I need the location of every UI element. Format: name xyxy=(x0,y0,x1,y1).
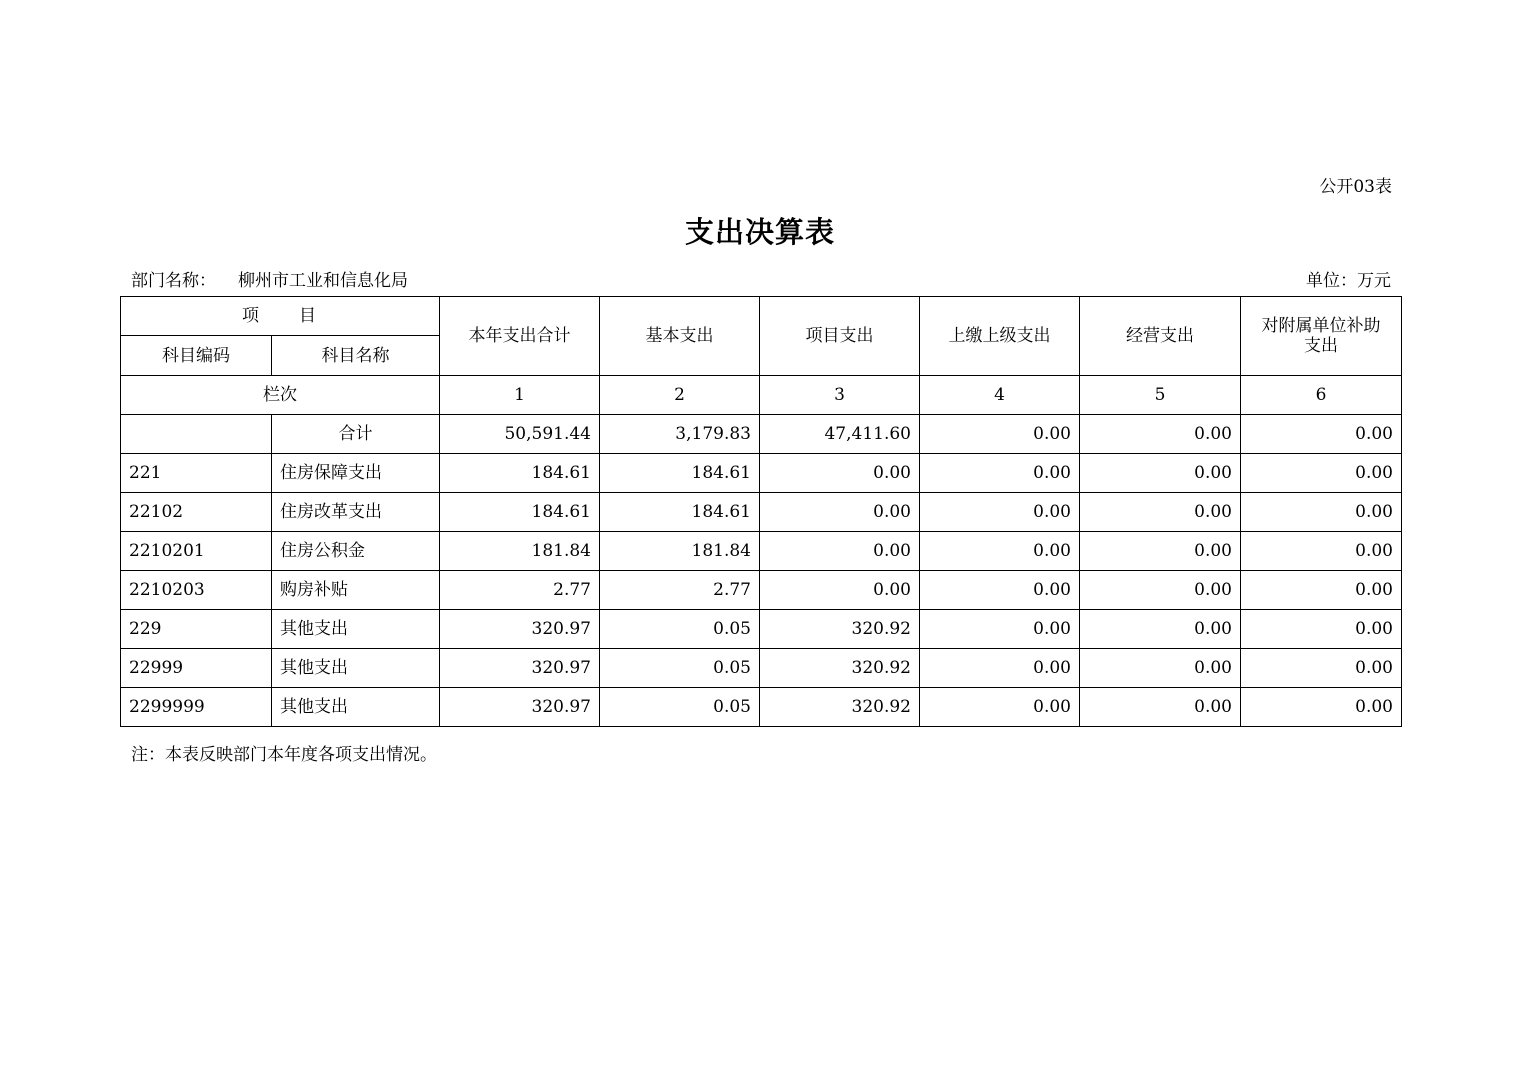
amount-cell: 0.00 xyxy=(920,688,1080,727)
col-header-subsidy-line2: 支出 xyxy=(1304,336,1338,356)
col-header-subsidy xyxy=(1241,297,1402,376)
project-group-header: 项 目 xyxy=(121,297,440,336)
col-header-name: 科目名称 xyxy=(272,336,440,376)
col-header-remit: 上缴上级支出 xyxy=(920,297,1080,376)
amount-cell: 0.00 xyxy=(1080,571,1241,610)
amount-cell: 0.00 xyxy=(1241,532,1402,571)
amount-cell: 320.97 xyxy=(440,649,600,688)
amount-cell: 0.00 xyxy=(1241,610,1402,649)
amount-cell: 320.97 xyxy=(440,610,600,649)
col-header-subsidy-line1: 对附属单位补助 xyxy=(1261,316,1381,336)
amount-cell: 0.00 xyxy=(760,493,920,532)
subject-name: 住房改革支出 xyxy=(272,493,440,532)
amount-cell: 181.84 xyxy=(600,532,760,571)
col-header-total: 本年支出合计 xyxy=(440,297,600,376)
col-header-project: 项目支出 xyxy=(760,297,920,376)
amount-cell: 0.00 xyxy=(1241,571,1402,610)
subject-name: 住房公积金 xyxy=(272,532,440,571)
subject-code: 2210203 xyxy=(121,571,272,610)
amount-cell: 184.61 xyxy=(600,454,760,493)
department-label: 部门名称： xyxy=(131,271,216,291)
amount-cell: 184.61 xyxy=(440,454,600,493)
total-row xyxy=(121,415,1402,454)
amount-cell: 0.00 xyxy=(760,532,920,571)
subject-code: 2299999 xyxy=(121,688,272,727)
subject-code: 22999 xyxy=(121,649,272,688)
amount-cell: 0.00 xyxy=(1241,649,1402,688)
table-row xyxy=(121,688,1402,727)
subject-name: 购房补贴 xyxy=(272,571,440,610)
department-name: 柳州市工业和信息化局 xyxy=(238,271,408,291)
amount-cell: 0.00 xyxy=(1080,688,1241,727)
index-label: 栏次 xyxy=(121,376,440,415)
total-value: 0.00 xyxy=(920,415,1080,454)
table-row xyxy=(121,493,1402,532)
page-title: 支出决算表 xyxy=(684,215,835,249)
amount-cell: 0.00 xyxy=(1241,493,1402,532)
amount-cell: 0.00 xyxy=(920,610,1080,649)
expense-table xyxy=(120,296,1402,727)
col-header-basic: 基本支出 xyxy=(600,297,760,376)
amount-cell: 0.00 xyxy=(920,571,1080,610)
amount-cell: 320.97 xyxy=(440,688,600,727)
unit-label: 单位：万元 xyxy=(1306,271,1391,291)
table-row xyxy=(121,454,1402,493)
subject-code: 221 xyxy=(121,454,272,493)
amount-cell: 0.00 xyxy=(1241,454,1402,493)
col-header-code: 科目编码 xyxy=(121,336,272,376)
amount-cell: 320.92 xyxy=(760,610,920,649)
amount-cell: 0.00 xyxy=(1080,454,1241,493)
table-row xyxy=(121,649,1402,688)
amount-cell: 2.77 xyxy=(440,571,600,610)
amount-cell: 0.00 xyxy=(1080,610,1241,649)
amount-cell: 184.61 xyxy=(600,493,760,532)
subject-name: 住房保障支出 xyxy=(272,454,440,493)
table-row xyxy=(121,532,1402,571)
amount-cell: 0.00 xyxy=(760,571,920,610)
footnote: 注：本表反映部门本年度各项支出情况。 xyxy=(131,745,437,765)
index-cell: 6 xyxy=(1241,376,1402,415)
amount-cell: 0.05 xyxy=(600,610,760,649)
header-row-top xyxy=(121,297,1402,336)
subject-name: 其他支出 xyxy=(272,688,440,727)
amount-cell: 0.00 xyxy=(920,532,1080,571)
table-row xyxy=(121,610,1402,649)
amount-cell: 0.00 xyxy=(1241,688,1402,727)
index-row xyxy=(121,376,1402,415)
total-value: 0.00 xyxy=(1241,415,1402,454)
total-code xyxy=(121,415,272,454)
table-row xyxy=(121,571,1402,610)
index-cell: 3 xyxy=(760,376,920,415)
amount-cell: 0.05 xyxy=(600,649,760,688)
total-value: 50,591.44 xyxy=(440,415,600,454)
department-info xyxy=(131,266,408,291)
amount-cell: 320.92 xyxy=(760,688,920,727)
subject-code: 229 xyxy=(121,610,272,649)
amount-cell: 184.61 xyxy=(440,493,600,532)
amount-cell: 2.77 xyxy=(600,571,760,610)
index-cell: 2 xyxy=(600,376,760,415)
total-label: 合计 xyxy=(272,415,440,454)
total-value: 0.00 xyxy=(1080,415,1241,454)
subject-code: 2210201 xyxy=(121,532,272,571)
index-cell: 5 xyxy=(1080,376,1241,415)
amount-cell: 320.92 xyxy=(760,649,920,688)
amount-cell: 181.84 xyxy=(440,532,600,571)
amount-cell: 0.00 xyxy=(760,454,920,493)
col-header-operating: 经营支出 xyxy=(1080,297,1241,376)
amount-cell: 0.05 xyxy=(600,688,760,727)
subject-name: 其他支出 xyxy=(272,649,440,688)
amount-cell: 0.00 xyxy=(1080,532,1241,571)
total-value: 47,411.60 xyxy=(760,415,920,454)
amount-cell: 0.00 xyxy=(1080,493,1241,532)
amount-cell: 0.00 xyxy=(920,454,1080,493)
subject-code: 22102 xyxy=(121,493,272,532)
index-cell: 1 xyxy=(440,376,600,415)
amount-cell: 0.00 xyxy=(920,649,1080,688)
subject-name: 其他支出 xyxy=(272,610,440,649)
amount-cell: 0.00 xyxy=(1080,649,1241,688)
total-value: 3,179.83 xyxy=(600,415,760,454)
table-code: 公开03表 xyxy=(1319,177,1392,197)
index-cell: 4 xyxy=(920,376,1080,415)
amount-cell: 0.00 xyxy=(920,493,1080,532)
